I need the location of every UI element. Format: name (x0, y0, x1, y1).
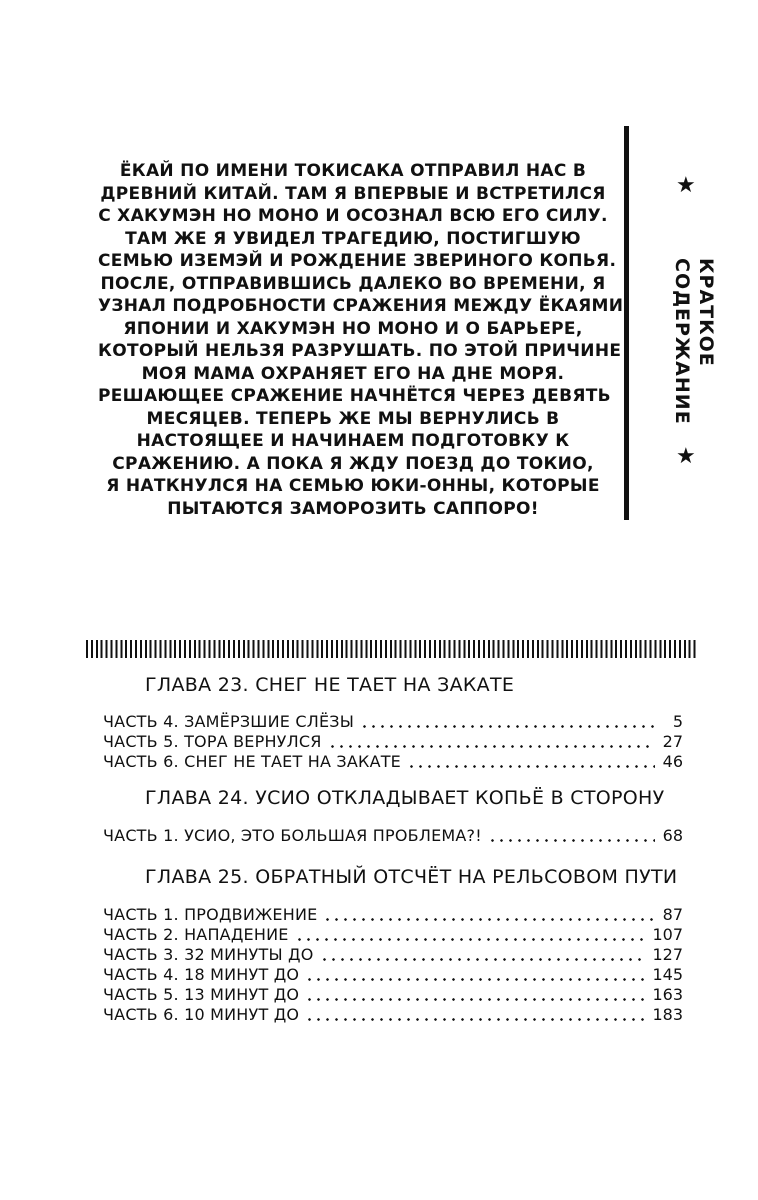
toc-entry-page: 46 (662, 752, 683, 771)
summary-line: МОЯ МАМА ОХРАНЯЕТ ЕГО НА ДНЕ МОРЯ. (141, 363, 565, 384)
summary-line: КОТОРЫЙ НЕЛЬЗЯ РАЗРУШАТЬ. ПО ЭТОЙ ПРИЧИНЕ (98, 341, 622, 361)
toc-entry-page: 145 (652, 965, 683, 984)
toc-entry (103, 985, 683, 1005)
toc-entry-label: ЧАСТЬ 3. 32 МИНУТЫ ДО (103, 945, 314, 964)
dot-leader (360, 725, 655, 728)
toc-entry-label: ЧАСТЬ 4. 18 МИНУТ ДО (103, 965, 300, 984)
toc-entry-page: 27 (662, 732, 683, 751)
toc-entry-label: ЧАСТЬ 2. НАПАДЕНИЕ (103, 925, 289, 944)
summary-line: С ХАКУМЭН НО МОНО И ОСОЗНАЛ ВСЮ ЕГО СИЛУ. (98, 206, 608, 226)
toc-entry-page: 163 (652, 985, 683, 1004)
summary-line: РЕШАЮЩЕЕ СРАЖЕНИЕ НАЧНЁТСЯ ЧЕРЕЗ ДЕВЯТЬ (98, 386, 611, 406)
chapter-title: ГЛАВА 25. ОБРАТНЫЙ ОТСЧЁТ НА РЕЛЬСОВОМ ПУТИ (145, 866, 678, 888)
dot-leader (488, 839, 655, 842)
toc-entry (103, 752, 683, 772)
dot-leader (323, 918, 655, 921)
toc-entry (103, 905, 683, 925)
toc-entry (103, 826, 683, 846)
summary-line: ЁКАЙ ПО ИМЕНИ ТОКИСАКА ОТПРАВИЛ НАС В (119, 161, 587, 181)
dot-leader (305, 978, 646, 981)
toc-entry-page: 68 (662, 826, 683, 845)
toc-entry-label: ЧАСТЬ 5. 13 МИНУТ ДО (103, 985, 300, 1004)
dot-leader (305, 998, 646, 1001)
summary-line: УЗНАЛ ПОДРОБНОСТИ СРАЖЕНИЯ МЕЖДУ ЁКАЯМИ (98, 296, 624, 316)
summary-line: СРАЖЕНИЮ. А ПОКА Я ЖДУ ПОЕЗД ДО ТОКИО, (112, 453, 594, 474)
toc-entry-page: 5 (672, 712, 683, 731)
summary-line: СЕМЬЮ ИЗЕМЭЙ И РОЖДЕНИЕ ЗВЕРИНОГО КОПЬЯ. (98, 251, 617, 271)
chapter-title: ГЛАВА 24. УСИО ОТКЛАДЫВАЕТ КОПЬЁ В СТОРОНУ (145, 787, 665, 809)
summary-line: ЯПОНИИ И ХАКУМЭН НО МОНО И О БАРЬЕРЕ, (123, 318, 583, 339)
star-icon: ★ (676, 444, 696, 469)
summary-line: Я НАТКНУЛСЯ НА СЕМЬЮ ЮКИ-ОННЫ, КОТОРЫЕ (106, 476, 600, 496)
toc-entry (103, 732, 683, 752)
summary-line: ДРЕВНИЙ КИТАЙ. ТАМ Я ВПЕРВЫЕ И ВСТРЕТИЛСЯ (100, 183, 606, 204)
toc-entry-page: 183 (652, 1005, 683, 1024)
toc-entry-label: ЧАСТЬ 6. СНЕГ НЕ ТАЕТ НА ЗАКАТЕ (103, 752, 401, 771)
dot-leader (295, 938, 647, 941)
star-icon: ★ (676, 173, 696, 198)
summary-line: ПОСЛЕ, ОТПРАВИВШИСЬ ДАЛЕКО ВО ВРЕМЕНИ, Я (100, 273, 606, 294)
chapter-title: ГЛАВА 23. СНЕГ НЕ ТАЕТ НА ЗАКАТЕ (145, 674, 515, 696)
toc-entry (103, 925, 683, 945)
summary-line: МЕСЯЦЕВ. ТЕПЕРЬ ЖЕ МЫ ВЕРНУЛИСЬ В (146, 408, 560, 429)
dot-leader (407, 765, 655, 768)
summary-heading-line2: СОДЕРЖАНИЕ (671, 258, 693, 425)
toc-entry (103, 965, 683, 985)
toc-entry-label: ЧАСТЬ 6. 10 МИНУТ ДО (103, 1005, 300, 1024)
summary-heading-line1: КРАТКОЕ (695, 258, 717, 367)
dot-leader (305, 1018, 646, 1021)
dot-leader (328, 745, 655, 748)
toc-entry (103, 945, 683, 965)
dot-leader (320, 958, 647, 961)
toc-entry-label: ЧАСТЬ 4. ЗАМЁРЗШИЕ СЛЁЗЫ (103, 712, 355, 731)
toc-entry-label: ЧАСТЬ 5. ТОРА ВЕРНУЛСЯ (103, 732, 322, 751)
summary-line: ТАМ ЖЕ Я УВИДЕЛ ТРАГЕДИЮ, ПОСТИГШУЮ (125, 228, 581, 249)
toc-entry (103, 712, 683, 732)
toc-entry-page: 107 (652, 925, 683, 944)
toc-entry (103, 1005, 683, 1025)
summary-line: ПЫТАЮТСЯ ЗАМОРОЗИТЬ САППОРО! (167, 498, 539, 519)
summary-line: НАСТОЯЩЕЕ И НАЧИНАЕМ ПОДГОТОВКУ К (136, 431, 570, 451)
toc-entry-page: 127 (652, 945, 683, 964)
toc-entry-label: ЧАСТЬ 1. УСИО, ЭТО БОЛЬШАЯ ПРОБЛЕМА?! (103, 826, 482, 845)
toc-entry-label: ЧАСТЬ 1. ПРОДВИЖЕНИЕ (103, 905, 318, 924)
toc-entry-page: 87 (662, 905, 683, 924)
